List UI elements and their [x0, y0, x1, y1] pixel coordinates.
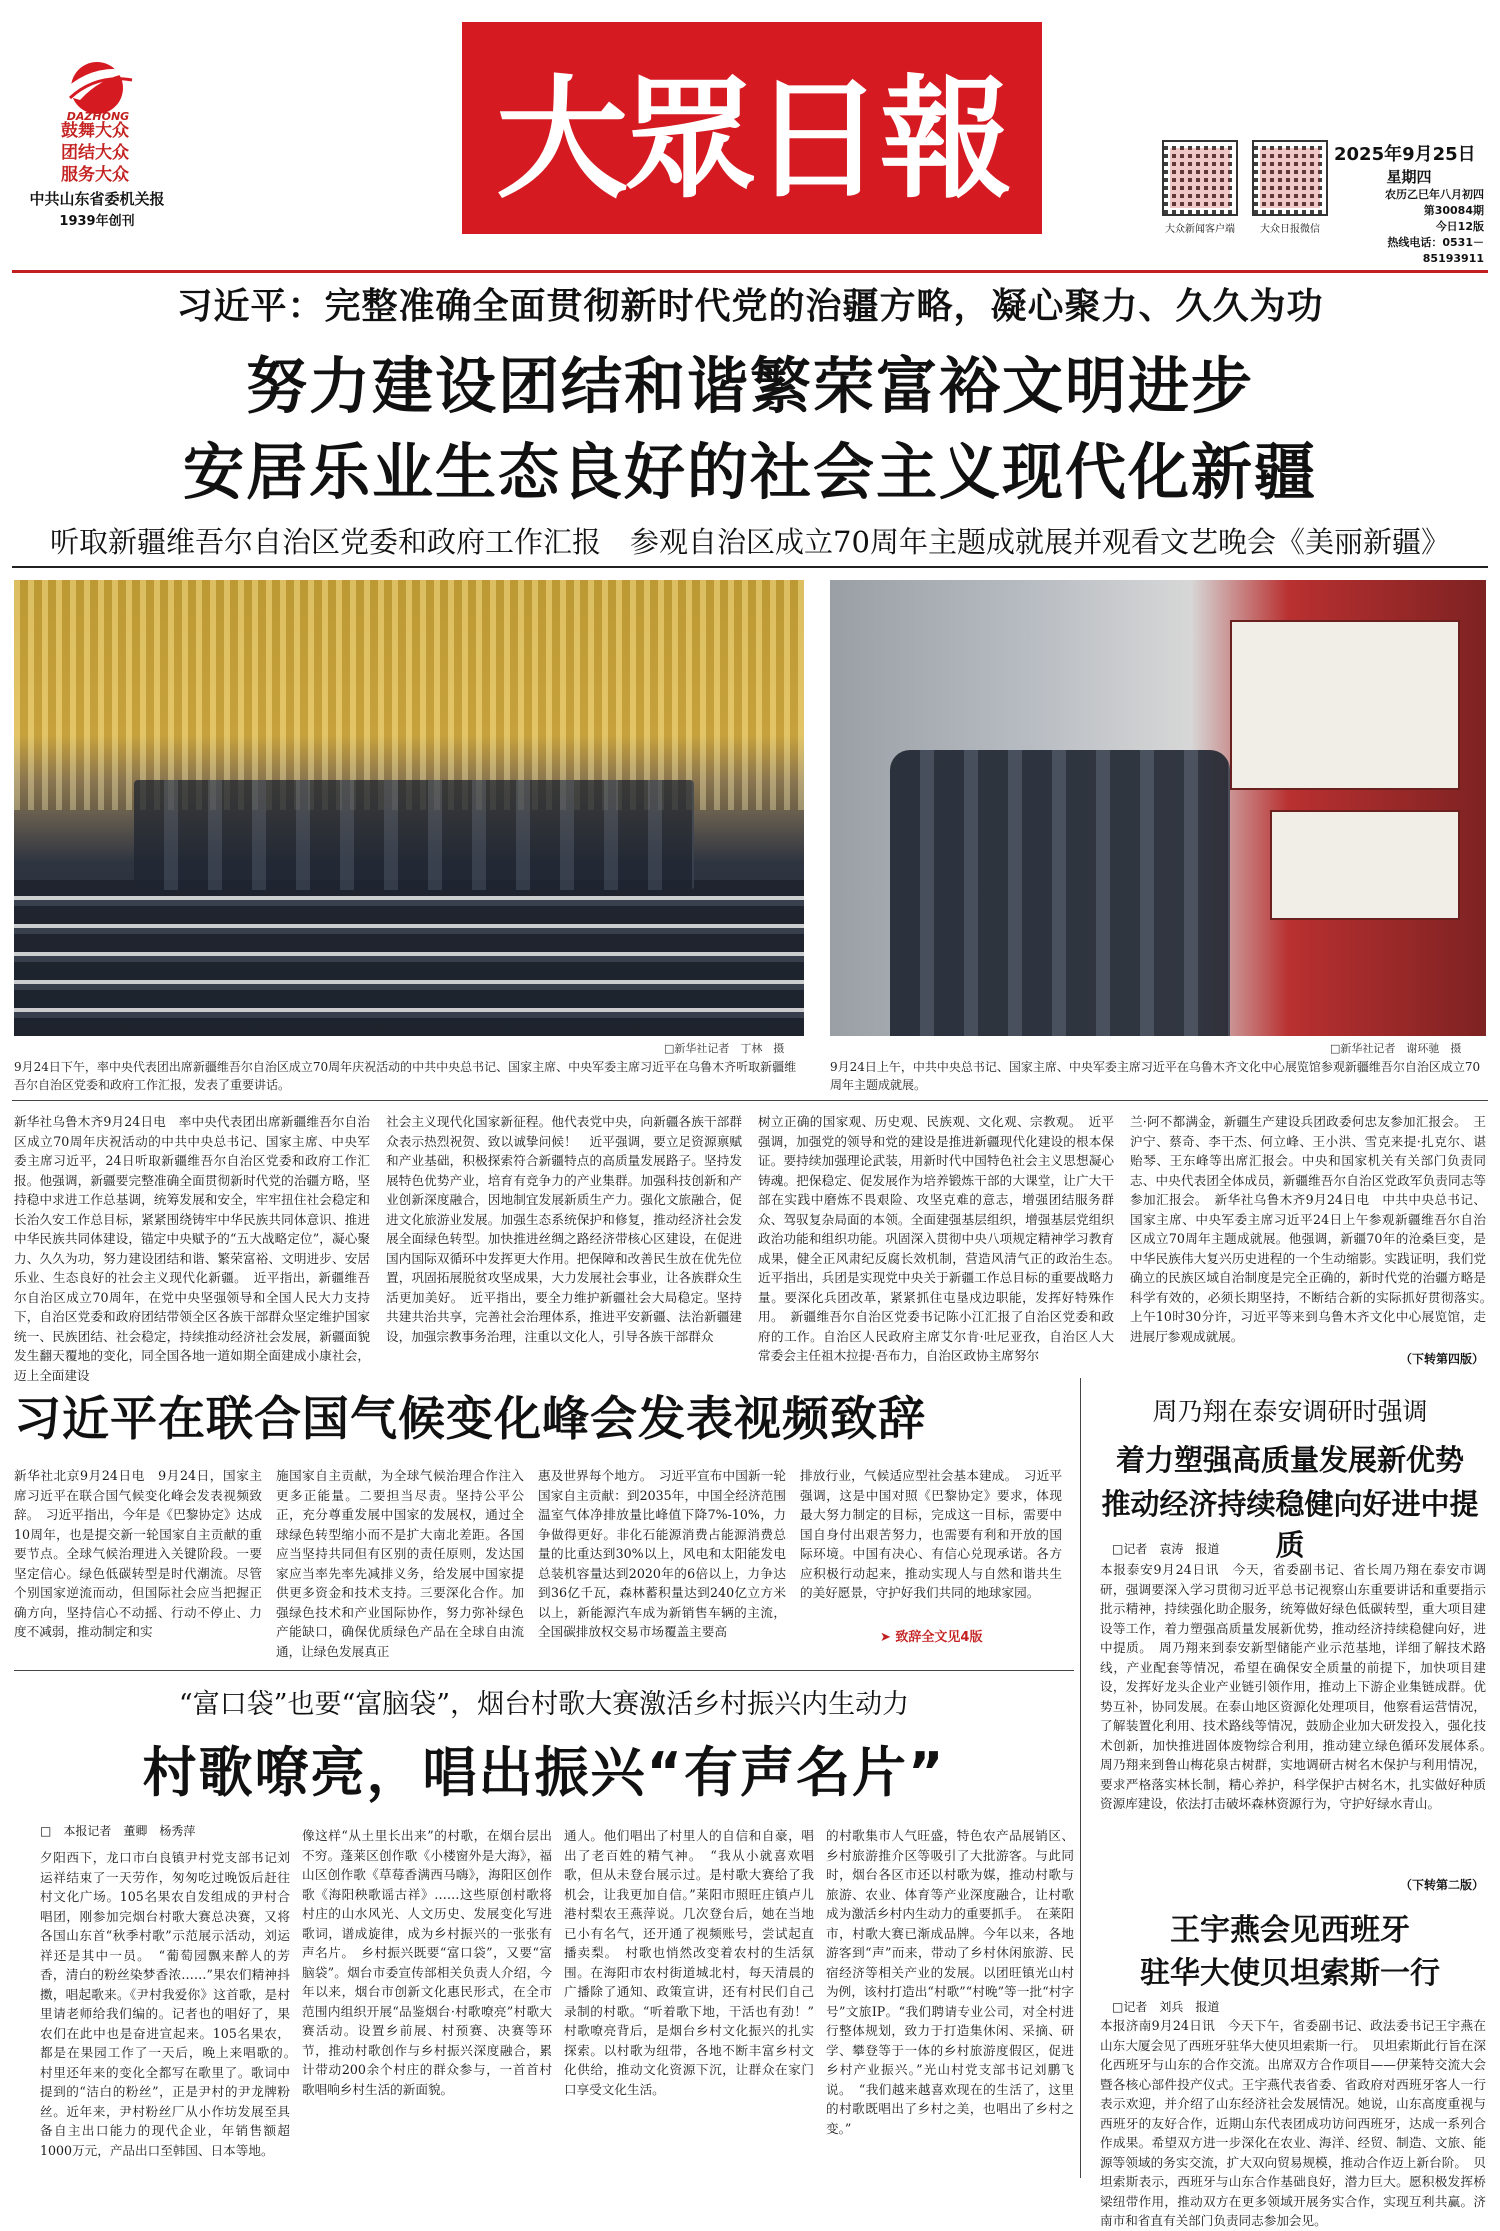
issue-date: 2025年9月25日 [1334, 144, 1476, 165]
qr-code-icon[interactable] [1162, 140, 1238, 216]
photo-exhibition[interactable] [830, 580, 1486, 1036]
photo-audience [14, 880, 804, 1036]
song-byline: □ 本报记者 董卿 杨秀萍 [40, 1824, 196, 1838]
dazhong-logo-icon [52, 54, 142, 116]
lead-headline-2[interactable]: 安居乐业生态良好的社会主义现代化新疆 [182, 437, 1317, 508]
climate-headline[interactable]: 习近平在联合国气候变化峰会发表视频致辞 [14, 1392, 926, 1447]
issue-weekday: 星期四 [1386, 168, 1432, 186]
lead-body-col-3: 树立正确的国家观、历史观、民族观、文化观、宗教观。 近平强调，加强党的领导和党的建设是推进新疆现代化建设的根本保证。要持续加强理论武装，用新时代中国特色社会主义思想凝心铸魂。把保稳定、促发展作为培养锻炼干部的大课堂，让广大干部在实践中磨炼不畏艰险、攻坚克难的意志，增强团结服务群众、驾驭复杂局面的本领。全面建强基层组织，增强基层党组织政治功能和组织功能。巩固深入贯彻中央八项规定精神学习教育成果，健全正风肃纪反腐长效机制，营造风清气正的政治生态。 近平指出，兵团是实现党中央关于新疆工作总目标的重要战略力量。要深化兵团改革，紧紧抓住屯垦戍边职能，发挥好特殊作用。 新疆维吾尔自治区党委书记陈小江汇报了自治区党委和政府的工作。自治区人民政府主席艾尔肯·吐尼亚孜，自治区人大常委会主任祖木拉提·吾布力，自治区政协主席努尔 [758, 1114, 1127, 1363]
photo-visitors [890, 750, 1230, 1036]
zhou-title-1[interactable]: 着力塑强高质量发展新优势 [1115, 1443, 1464, 1477]
photo-credit-right: □新华社记者 谢环驰 摄 [1330, 1042, 1462, 1055]
founded-label: 1939年创刊 [59, 214, 135, 229]
lead-body-col-1: 新华社乌鲁木齐9月24日电 率中央代表团出席新疆维吾尔自治区成立70周年庆祝活动的中共中央总书记、国家主席、中央军委主席习近平，24日听取新疆维吾尔自治区党委和政府工作汇报。他强调，新疆要完整准确全面贯彻新时代党的治疆方略，坚持稳中求进工作总基调，统筹发展和安全，牢牢扭住社会稳定和长治久安工作总目标，紧紧围绕铸牢中华民族共同体意识、推进中华民族共同体建设，锚定中央赋予的“五大战略定位”，凝心聚力、久久为功，努力建设团结和谐、繁荣富裕、文明进步、安居乐业、生态良好的社会主义现代化新疆。 近平指出，新疆维吾尔自治区成立70周年，在党中央坚强领导和全国人民大力支持下，自治区党委和政府团结带领全区各族干部群众坚定维护国家统一、民族团结、社会稳定，持续推动经济社会发展，新疆面貌发生翻天覆地的变化，同全国各地一道如期全面建成小康社会，迈上全面建设 [14, 1114, 370, 1383]
lead-kicker[interactable]: 习近平：完整准确全面贯彻新时代党的治疆方略，凝心聚力、久久为功 [176, 286, 1324, 327]
lead-subline: 听取新疆维吾尔自治区党委和政府工作汇报 参观自治区成立70周年主题成就展并观看文艺晚会《美丽新疆》 [50, 525, 1450, 559]
divider [14, 1670, 1074, 1671]
song-kicker: “富口袋”也要“富脑袋”，烟台村歌大赛激活乡村振兴内生动力 [178, 1689, 910, 1720]
hotline: 热线电话：0531－85193911 [1387, 236, 1484, 265]
photo-meeting[interactable] [14, 580, 804, 1036]
logo-caption: DAZHONG [66, 110, 130, 123]
slogan-list [40, 120, 150, 186]
qr-label-app: 大众新闻客户端 [1165, 224, 1235, 235]
photo-credit-left: □新华社记者 丁林 摄 [664, 1042, 785, 1055]
slogan-1: 鼓舞大众 [61, 121, 129, 141]
zhou-jump[interactable]: （下转第二版） [1400, 1878, 1485, 1892]
zhou-kicker: 周乃翔在泰安调研时强调 [1152, 1397, 1428, 1426]
wang-byline: □记者 刘兵 报道 [1112, 2000, 1220, 2014]
song-body-col-3: 通人。他们唱出了村里人的自信和自豪，唱出了老百姓的精气神。 “我从小就喜欢唱歌，但从未登台展示过。是村歌大赛给了我机会，让我更加自信。”莱阳市照旺庄镇卢儿港村梨农王燕萍说。几次登台后，她在当地已小有名气，还开通了视频账号，尝试起直播卖梨。 村歌也悄然改变着农村的生活氛围。在海阳市农村街道城北村，每天清晨的广播除了通知、政策宣讲，还有村民们自己录制的村歌。“听着歌下地，干活也有劲！” 村歌嘹亮背后，是烟台乡村文化振兴的扎实探索。以村歌为纽带，各地不断丰富乡村文化供给，推动文化资源下沉，让群众在家门口享受文化生活。 [564, 1828, 827, 2097]
zhou-byline: □记者 袁涛 报道 [1112, 1542, 1220, 1556]
lead-body-col-2: 社会主义现代化国家新征程。他代表党中央，向新疆各族干部群众表示热烈祝贺、致以诚挚问候！ 近平强调，要立足资源禀赋和产业基础，积极探索符合新疆特点的高质量发展路子。坚持发展特色优势产业，培育有竞争力的产业集群。加强科技创新和产业创新深度融合，因地制宜发展新质生产力。强化文旅融合，促进文化旅游业发展。加强生态系统保护和修复，推动经济社会发展全面绿色转型。加快推进丝绸之路经济带核心区建设，在促进国内国际双循环中发挥更大作用。把保障和改善民生放在优先位置，巩固拓展脱贫攻坚成果，大力发展社会事业，让各族群众生活更加美好。 近平指出，要全力维护新疆社会大局稳定。坚持共建共治共享，完善社会治理体系，推进平安新疆、法治新疆建设，加强宗教事务治理，注重以文化人，引导各族干部群众 [386, 1114, 742, 1344]
masthead-title-block [462, 22, 1042, 234]
song-headline[interactable]: 村歌嘹亮，唱出振兴“有声名片” [142, 1741, 946, 1804]
climate-body-col-1: 新华社北京9月24日电 9月24日，国家主席习近平在联合国气候变化峰会发表视频致辞。 习近平指出，今年是《巴黎协定》达成10周年，也是提交新一轮国家自主贡献的重要节点。全球气候治理进入关键阶段。一要坚定信心。绿色低碳转型是时代潮流。尽管个别国家逆流而动，但国际社会应当把握正确方向，坚持信心不动摇、行动不停止、力度不减弱，推动制定和实 [14, 1468, 262, 1639]
photo-caption-right: 9月24日上午，中共中央总书记、国家主席、中央军委主席习近平在乌鲁木齐文化中心展览馆参观新疆维吾尔自治区成立70周年主题成就展。 [830, 1060, 1481, 1092]
lead-jump[interactable]: （下转第四版） [1400, 1352, 1485, 1366]
wang-title-1[interactable]: 王宇燕会见西班牙 [1170, 1913, 1410, 1948]
qr-code-icon[interactable] [1252, 140, 1328, 216]
photo-display-panel [1270, 810, 1460, 920]
song-body-col-4: 的村歌集市人气旺盛，特色农产品展销区、乡村旅游推介区等吸引了大批游客。与此同时，烟台各区市还以村歌为媒，推动村歌与旅游、农业、体育等产业深度融合，让村歌成为激活乡村内生动力的重要抓手。 在莱阳市，村歌大赛已渐成品牌。今年以来，各地游客到“声”而来，带动了乡村休闲旅游、民宿经济等相关产业的发展。以团旺镇光山村为例，该村打造出“村歌”“村晚”等一批“村字号”文旅IP。“我们聘请专业公司，对全村进行整体规划，致力于打造集休闲、采摘、研学、攀登等于一体的乡村旅游度假区，促进乡村产业振兴。”光山村党支部书记刘鹏飞说。 “我们越来越喜欢现在的生活了，这里的村歌既唱出了乡村之美，也唱出了乡村之变。” [826, 1828, 1074, 2136]
party-paper-label: 中共山东省委机关报 [29, 190, 165, 208]
page-count: 今日12版 [1435, 220, 1484, 233]
masthead-rule [12, 270, 1488, 273]
climate-body-col-3: 惠及世界每个地方。 习近平宣布中国新一轮国家自主贡献：到2035年，中国全经济范围温室气体净排放量比峰值下降7%-10%，力争做得更好。非化石能源消费占能源消费总量的比重达到30%以上，风电和太阳能发电总装机容量达到2020年的6倍以上，力争达到36亿千瓦，森林蓄积量达到240亿立方米以上，新能源汽车成为新销售车辆的主流，全国碳排放权交易市场覆盖主要高 [538, 1468, 786, 1639]
photo-caption-left: 9月24日下午，率中央代表团出席新疆维吾尔自治区成立70周年庆祝活动的中共中央总书记、国家主席、中央军委主席习近平在乌鲁木齐听取新疆维吾尔自治区党委和政府工作汇报，发表了重要讲话。 [14, 1060, 797, 1092]
climate-jump-link[interactable]: ➤ 致辞全文见4版 [880, 1630, 983, 1645]
issue-number: 第30084期 [1423, 204, 1484, 217]
column-rule [1080, 1378, 1081, 2178]
divider [12, 566, 1488, 568]
wang-title-2[interactable]: 驻华大使贝坦索斯一行 [1140, 1956, 1440, 1991]
slogan-3: 服务大众 [61, 165, 129, 185]
photo-display-panel [1230, 620, 1460, 790]
lead-headline-1[interactable]: 努力建设团结和谐繁荣富裕文明进步 [245, 351, 1254, 422]
slogan-2: 团结大众 [61, 143, 129, 163]
qr-label-wechat: 大众日报微信 [1260, 224, 1320, 235]
climate-body-col-4: 排放行业，气候适应型社会基本建成。 习近平强调，这是中国对照《巴黎协定》要求，体现最大努力制定的目标，完成这一目标，需要中国自身付出艰苦努力，也需要有利和开放的国际环境。中国有决心、有信心兑现承诺。各方应积极行动起来，推动实现人与自然和谐共生的美好愿景，守护好我们共同的地球家园。 [800, 1468, 1062, 1600]
lead-body-col-4: 兰·阿不都满金，新疆生产建设兵团政委何忠友参加汇报会。 王沪宁、蔡奇、李干杰、何立峰、王小洪、雪克来提·扎克尔、谌贻琴、王东峰等出席汇报会。中央和国家机关有关部门负责同志、中央代表团全体成员，新疆维吾尔自治区党政军负责同志等参加汇报会。 新华社乌鲁木齐9月24日电 中共中央总书记、国家主席、中央军委主席习近平24日上午参观新疆维吾尔自治区成立70周年主题成就展。他强调，新疆70年的沧桑巨变，是中华民族伟大复兴历史进程的一个生动缩影。实践证明，我们党确立的民族区域自治制度是完全正确的，新时代党的治疆方略是科学有效的，必须长期坚持，不断结合新的实际抓好贯彻落实。 上午10时30分许，习近平等来到乌鲁木齐文化中心展览馆，走进展厅参观成就展。 [1130, 1114, 1499, 1344]
divider [12, 1100, 1488, 1101]
zhou-body: 本报泰安9月24日讯 今天，省委副书记、省长周乃翔在泰安市调研，强调要深入学习贯彻习近平总书记视察山东重要讲话和重要指示批示精神，持续强化助企服务，统筹做好绿色低碳转型，重大项目建设等工作，着力塑强高质量发展新优势，推动经济持续稳健向好，进中提质。 周乃翔来到泰安新型储能产业示范基地，详细了解技术路线，产业配套等情况，希望在确保安全质量的前提下，加快项目建设，发挥好龙头企业产业链引领作用，推动上下游企业集链成群。优势互补，协同发展。在泰山地区资源化处理项目，他察看运营情况，了解装置化利用、技术路线等情况，鼓励企业加大研发投入，强化技术创新，加快推进固体废物综合利用，推动建立绿色循环发展体系。 周乃翔来到鲁山梅花泉古树群，实地调研古树名木保护与利用情况，要求严格落实林长制，精心养护，科学保护古树名木，扎实做好种质资源库建设，依法打击破坏森林资源行为，守护好绿水青山。 [1100, 1562, 1499, 1811]
song-body-col-1: 夕阳西下，龙口市白良镇尹村党支部书记刘运祥结束了一天劳作，匆匆吃过晚饭后赶往村文化广场。105名果农自发组成的尹村合唱团，刚参加完烟台村歌大赛总决赛，又将各国山东首“秋季村歌”示范展示活动，刘运祥还是其中一员。 “葡萄园飘来醉人的芳香，清白的粉丝染梦香浓……”果农们精神抖擞，唱起歌来。《尹村我爱你》这首歌，是村里请老师给我们编的。记者也的唱好了，果农们在此中也是奋进宣起来。105名果农，都是在果园工作了一天后，晚上来唱歌的。 村里还年来的变化全都写在歌里了。歌词中提到的“洁白的粉丝”，正是尹村的尹龙牌粉丝。近年来，尹村粉丝厂从小作坊发展至具备自主出口能力的现代企业，年销售额超1000万元，产品出口至韩国、日本等地。 [40, 1850, 303, 2158]
photo-podium-figures [134, 780, 694, 890]
wang-body: 本报济南9月24日讯 今天下午，省委副书记、政法委书记王宇燕在山东大厦会见了西班牙驻华大使贝坦索斯一行。 贝坦索斯此行旨在深化西班牙与山东的合作交流。出席双方合作项目——伊莱特交流大会暨各核心部件投产仪式。王宇燕代表省委、省政府对西班牙客人一行表示欢迎，并介绍了山东经济社会发展情况。她说，山东高度重视与西班牙的友好合作，近期山东代表团成功访问西班牙，达成一系列合作成果。希望双方进一步深化在农业、海洋、经贸、制造、文旅、能源等领域的务实交流，扩大双向贸易规模，推动合作迈上新台阶。 贝坦索斯表示，西班牙与山东合作基础良好，潜力巨大。愿积极发挥桥梁纽带作用，推动双方在更多领域开展务实合作，实现互利共赢。济南市和省直有关部门负责同志参加会见。 [1100, 2018, 1486, 2228]
climate-body-col-2: 施国家自主贡献，为全球气候治理合作注入更多正能量。二要担当尽责。坚持公平公正，充分尊重发展中国家的发展权，通过全球绿色转型缩小而不是扩大南北差距。各国应当坚持共同但有区别的责任原则，发达国家应当率先率先减排义务，给发展中国家提供更多资金和技术支持。三要深化合作。加强绿色技术和产业国际协作，努力弥补绿色产能缺口，确保优质绿色产品在全球自由流通，让绿色发展真正 [276, 1468, 524, 1659]
zhou-title-2[interactable]: 推动经济持续稳健向好进中提质 [1101, 1487, 1479, 1562]
photo-curtain [14, 580, 804, 810]
song-body-col-2: 像这样“从土里长出来”的村歌，在烟台层出不穷。蓬莱区创作歌《小楼窗外是大海》，福山区创作歌《草莓香满西马嗨》，海阳区创作歌《海阳秧歌谣古祥》……这些原创村歌将村庄的山水风光、人文历史、发展变化写进歌词，谱成旋律，成为乡村振兴的一张张有声名片。 乡村振兴既要“富口袋”，又要“富脑袋”。烟台市委宣传部相关负责人介绍，今年以来，烟台市创新文化惠民形式，在全市范围内组织开展“品鉴烟台·村歌嘹亮”村歌大赛活动。设置乡前展、村预赛、决赛等环节，推动村歌创作与乡村振兴深度融合，累计带动200余个村庄的群众参与，一首首村歌唱响乡村生活的新面貌。 [302, 1828, 552, 2097]
date-block [1334, 140, 1484, 267]
lunar-date: 农历乙巳年八月初四 [1385, 188, 1484, 201]
newspaper-title: 大眾日報 [496, 62, 1008, 217]
